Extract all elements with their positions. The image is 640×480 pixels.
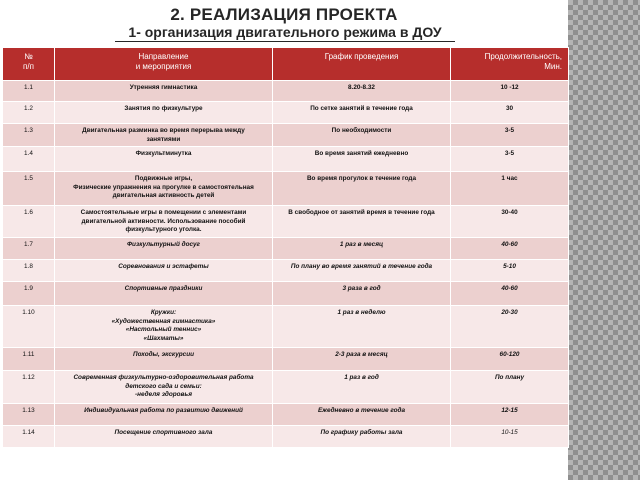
row-activity: Физкультурный досуг	[55, 238, 273, 260]
row-schedule: В свободное от занятий время в течение года	[273, 206, 451, 238]
row-duration: 30-40	[451, 206, 569, 238]
row-duration: 60-120	[451, 348, 569, 371]
row-number: 1.9	[3, 282, 55, 306]
row-activity: Самостоятельные игры в помещении с элементами двигательной активности. Использование пособий физкультурного уголка.	[55, 206, 273, 238]
row-number: 1.14	[3, 426, 55, 448]
header-number: № п/п	[3, 48, 55, 81]
row-number: 1.6	[3, 206, 55, 238]
row-schedule: 1 раз в месяц	[273, 238, 451, 260]
row-duration: По плану	[451, 371, 569, 404]
row-duration: 30	[451, 102, 569, 124]
row-duration: 1 час	[451, 172, 569, 206]
table-row	[3, 238, 569, 260]
row-activity: Индивидуальная работа по развитию движений	[55, 404, 273, 426]
row-duration: 20-30	[451, 306, 569, 348]
row-activity: Посещение спортивного зала	[55, 426, 273, 448]
slide-title: 2. РЕАЛИЗАЦИЯ ПРОЕКТА	[170, 5, 398, 24]
row-schedule: По плану во время занятий в течение года	[273, 260, 451, 282]
row-schedule: Во время занятий ежедневно	[273, 147, 451, 172]
table-row	[3, 306, 569, 348]
row-number: 1.10	[3, 306, 55, 348]
table-row	[3, 282, 569, 306]
row-number: 1.12	[3, 371, 55, 404]
decorative-side-pattern	[568, 0, 640, 480]
table-row	[3, 124, 569, 147]
table-header-row	[3, 48, 569, 81]
table-row	[3, 371, 569, 404]
table-row	[3, 404, 569, 426]
row-schedule: По необходимости	[273, 124, 451, 147]
row-schedule: Во время прогулок в течение года	[273, 172, 451, 206]
row-schedule: 8.20-8.32	[273, 81, 451, 102]
row-duration: 10-15	[451, 426, 569, 448]
row-activity: Походы, экскурсии	[55, 348, 273, 371]
row-number: 1.11	[3, 348, 55, 371]
table-row	[3, 348, 569, 371]
table-row	[3, 260, 569, 282]
row-activity: Современная физкультурно-оздоровительная работа детского сада и семьи: -неделя здоровья	[55, 371, 273, 404]
row-duration: 40-60	[451, 238, 569, 260]
row-number: 1.2	[3, 102, 55, 124]
row-number: 1.5	[3, 172, 55, 206]
row-activity: Занятия по физкультуре	[55, 102, 273, 124]
slide-subtitle: 1- организация двигательного режима в ДОУ	[115, 24, 455, 42]
motor-regime-table	[2, 47, 569, 448]
row-schedule: 1 раз в год	[273, 371, 451, 404]
header-schedule: График проведения	[273, 48, 451, 81]
row-number: 1.13	[3, 404, 55, 426]
row-schedule: Ежедневно в течение года	[273, 404, 451, 426]
table-row	[3, 81, 569, 102]
row-activity: Спортивные праздники	[55, 282, 273, 306]
row-activity: Физкультминутка	[55, 147, 273, 172]
header-duration: Продолжительность, Мин.	[451, 48, 569, 81]
row-number: 1.8	[3, 260, 55, 282]
row-duration: 10 -12	[451, 81, 569, 102]
row-number: 1.4	[3, 147, 55, 172]
row-number: 1.7	[3, 238, 55, 260]
row-schedule: 2-3 раза в месяц	[273, 348, 451, 371]
row-activity: Кружки: «Художественная гимнастика» «Настольный теннис» «Шахматы»	[55, 306, 273, 348]
row-schedule: По сетке занятий в течение года	[273, 102, 451, 124]
table-row	[3, 426, 569, 448]
row-duration: 3-5	[451, 147, 569, 172]
table-row	[3, 102, 569, 124]
row-activity: Подвижные игры, Физические упражнения на прогулке в самостоятельная двигательная активность детей	[55, 172, 273, 206]
row-schedule: 1 раз в неделю	[273, 306, 451, 348]
row-number: 1.1	[3, 81, 55, 102]
row-duration: 40-60	[451, 282, 569, 306]
row-duration: 5-10	[451, 260, 569, 282]
table-row	[3, 172, 569, 206]
header-activity: Направление и мероприятия	[55, 48, 273, 81]
row-activity: Двигательная разминка во время перерыва между занятиями	[55, 124, 273, 147]
row-duration: 3-5	[451, 124, 569, 147]
row-activity: Утренняя гимнастика	[55, 81, 273, 102]
table-row	[3, 147, 569, 172]
table-row	[3, 206, 569, 238]
row-schedule: 3 раза в год	[273, 282, 451, 306]
row-activity: Соревнования и эстафеты	[55, 260, 273, 282]
row-schedule: По графику работы зала	[273, 426, 451, 448]
row-duration: 12-15	[451, 404, 569, 426]
row-number: 1.3	[3, 124, 55, 147]
